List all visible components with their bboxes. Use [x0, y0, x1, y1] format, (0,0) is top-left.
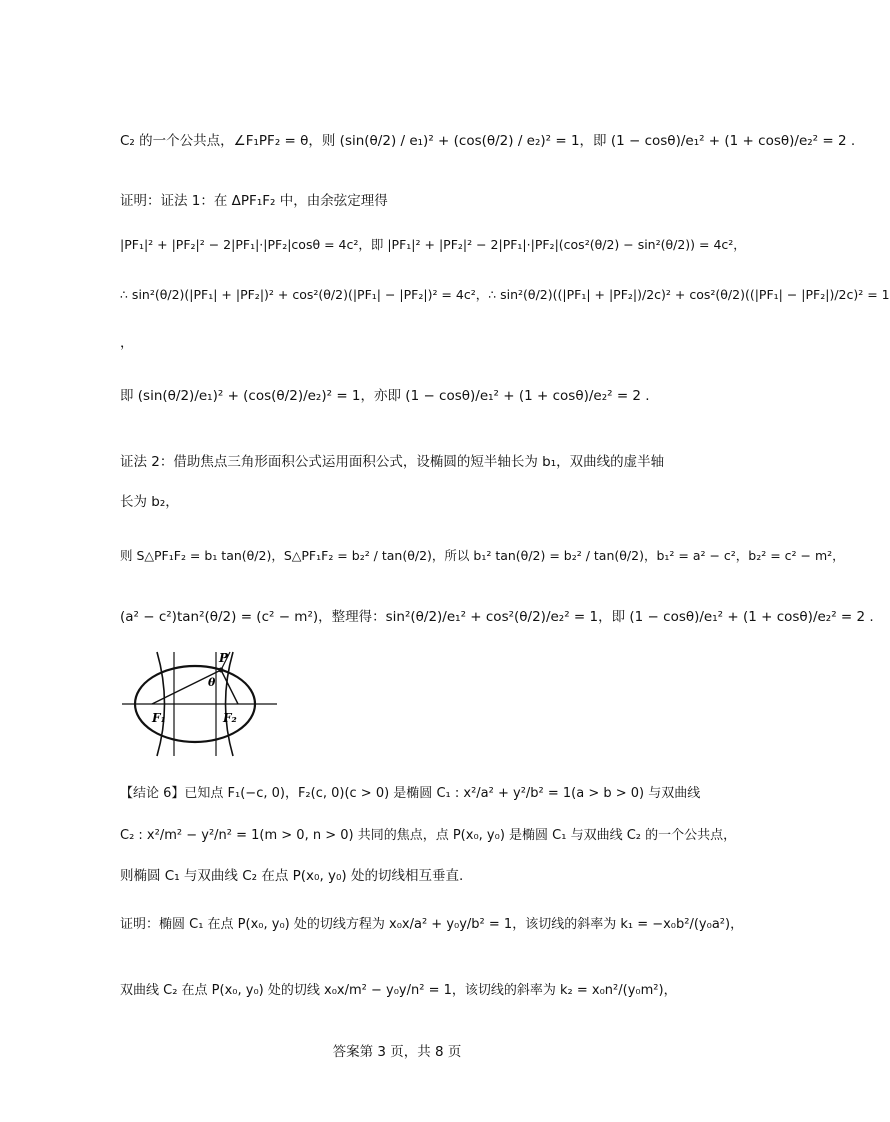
page-footer: 答案第 3 页，共 8 页	[332, 1044, 462, 1060]
text-line-6: 即 (sin(θ/2)/e₁)² + (cos(θ/2)/e₂)² = 1，亦即 (1 − cosθ)/e₁² + (1 + cosθ)/e₂² = 2 .	[120, 388, 650, 404]
text-line-1: C₂ 的一个公共点，∠F₁PF₂ = θ，则 (sin(θ/2) / e₁)² + (cos(θ/2) / e₂)² = 1，即 (1 − cosθ)/e₁² + (1 + cosθ)/e₂² = 2 .	[120, 133, 856, 149]
text-line-10: (a² − c²)tan²(θ/2) = (c² − m²)，整理得：sin²(θ/2)/e₁² + cos²(θ/2)/e₂² = 1，即 (1 − cosθ)/e₁² + (1 + cosθ)/e₂² = 2 .	[120, 609, 874, 625]
text-line-7: 证法 2：借助焦点三角形面积公式运用面积公式，设椭圆的短半轴长为 b₁，双曲线的虚半轴	[120, 454, 665, 470]
text-line-2: 证明：证法 1：在 ΔPF₁F₂ 中，由余弦定理得	[120, 193, 388, 209]
conclusion-6-line-3: 则椭圆 C₁ 与双曲线 C₂ 在点 P(x₀, y₀) 处的切线相互垂直.	[120, 868, 464, 884]
ellipse-hyperbola-figure	[122, 650, 282, 760]
text-line-8: 长为 b₂，	[120, 494, 179, 510]
label-p: P	[219, 651, 229, 665]
label-f1: F₁	[152, 711, 166, 725]
point-p	[219, 668, 224, 673]
label-theta: θ	[208, 676, 216, 689]
text-line-3: |PF₁|² + |PF₂|² − 2|PF₁|·|PF₂|cosθ = 4c²，即 |PF₁|² + |PF₂|² − 2|PF₁|·|PF₂|(cos²(θ/2) − sin²(θ/2)) = 4c²，	[120, 237, 746, 252]
label-f2: F₂	[223, 711, 237, 725]
conclusion-6-line-1: 【结论 6】已知点 F₁(−c, 0)，F₂(c, 0)(c > 0) 是椭圆 C₁ : x²/a² + y²/b² = 1(a > b > 0) 与双曲线	[120, 786, 701, 801]
conclusion-6-line-2: C₂ : x²/m² − y²/n² = 1(m > 0, n > 0) 共同的焦点，点 P(x₀, y₀) 是椭圆 C₁ 与双曲线 C₂ 的一个公共点，	[120, 828, 737, 843]
text-line-4: ∴ sin²(θ/2)(|PF₁| + |PF₂|)² + cos²(θ/2)(|PF₁| − |PF₂|)² = 4c²，∴ sin²(θ/2)((|PF₁| + |PF₂|)/2c)² + cos²(θ/2)((|PF₁| − |PF₂|)/2c)² = 1	[120, 287, 890, 302]
proof-line-1: 证明：椭圆 C₁ 在点 P(x₀, y₀) 处的切线方程为 x₀x/a² + y₀y/b² = 1，该切线的斜率为 k₁ = −x₀b²/(y₀a²)，	[120, 917, 744, 932]
text-line-5: ，	[120, 335, 134, 351]
proof-line-2: 双曲线 C₂ 在点 P(x₀, y₀) 处的切线 x₀x/m² − y₀y/n² = 1，该切线的斜率为 k₂ = x₀n²/(y₀m²)，	[120, 983, 677, 998]
text-line-9: 则 S△PF₁F₂ = b₁ tan(θ/2)，S△PF₁F₂ = b₂² / tan(θ/2)，所以 b₁² tan(θ/2) = b₂² / tan(θ/2)，b₁² = a² − c²，b₂² = c² − m²，	[120, 548, 845, 563]
